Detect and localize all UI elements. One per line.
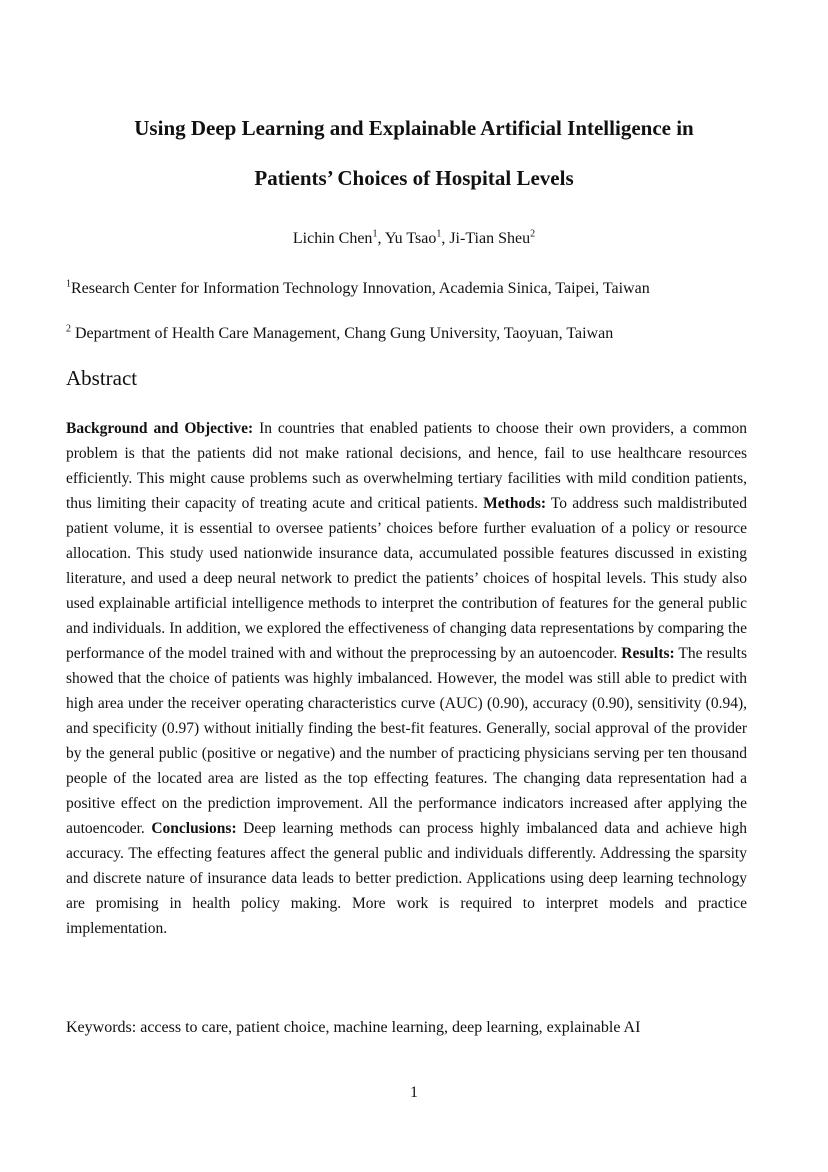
affiliation-text: Department of Health Care Management, Chang Gung University, Taoyuan, Taiwan [71,325,614,342]
author-name: Lichin Chen [292,230,373,247]
abstract-section-label: Results: [621,645,675,662]
page-number: 1 [410,1084,418,1101]
abstract-section-text: To address such maldistributed patient volume, it is essential to oversee patients’ choices before further evaluation of a policy or resource allocation. This study used nationwide insurance data, accumulated possible features discussed in existing literature, and used a deep neural network to predict the patients’ choices of hospital levels. This study also used explainable artificial intelligence methods to interpret the contribution of features for the general public and individuals. In addition, we explored the effectiveness of changing data representations by comparing the performance of the model trained with and without the preprocessing by an autoencoder. [66,495,748,662]
abstract-body [66,416,747,941]
paper-title-line-1: Using Deep Learning and Explainable Artificial Intelligence in [134,116,694,140]
author-affiliation-mark: 1 [436,228,442,240]
author-name: Ji-Tian Sheu [449,230,531,247]
abstract-section-text: In countries that enabled patients to choose their own providers, a common problem is that the patients did not make rational decisions, and hence, fail to use healthcare resources efficiently. This might cause problems such as overwhelming tertiary facilities with mild condition patients, thus limiting their capacity of treating acute and critical patients. [66,420,747,512]
abstract-section-label: Background and Objective: [66,420,254,437]
affiliation-mark: 1 [66,278,71,290]
affiliation [66,280,650,298]
keywords: Keywords: access to care, patient choice, machine learning, deep learning, explainable AI [66,1019,641,1036]
affiliation-mark: 2 [66,323,71,335]
abstract-section-label: Conclusions: [151,820,237,837]
abstract-heading: Abstract [66,366,138,390]
paper-title-line-2: Patients’ Choices of Hospital Levels [254,166,574,190]
author-affiliation-mark: 2 [530,228,536,240]
author-list [0,230,828,248]
affiliation-text: Research Center for Information Technology Innovation, Academia Sinica, Taipei, Taiwan [71,280,650,297]
abstract-section-label: Methods: [483,495,547,512]
abstract-section-text: Deep learning methods can process highly imbalanced data and achieve high accuracy. The effecting features affect the general public and individuals differently. Addressing the sparsity and discrete nature of insurance data leads to better prediction. Applications using deep learning technology are promising in health policy making. More work is required to interpret models and practice implementation. [66,820,747,937]
abstract-section-text: The results showed that the choice of patients was highly imbalanced. However, the model was still able to predict with high area under the receiver operating characteristics curve (AUC) (0.90), accuracy (0.90), sensitivity (0.94), and specificity (0.97) without initially finding the best-fit features. Generally, social approval of the provider by the general public (positive or negative) and the number of practicing physicians serving per ten thousand people of the located area are listed as the top effecting features. The changing data representation had a positive effect on the prediction improvement. All the performance indicators increased after applying the autoencoder. [66,645,747,837]
author-affiliation-mark: 1 [372,228,378,240]
author-separator: , [377,230,385,247]
author-name: Yu Tsao [384,230,437,247]
affiliation [66,325,613,343]
author-separator: , [441,230,450,247]
